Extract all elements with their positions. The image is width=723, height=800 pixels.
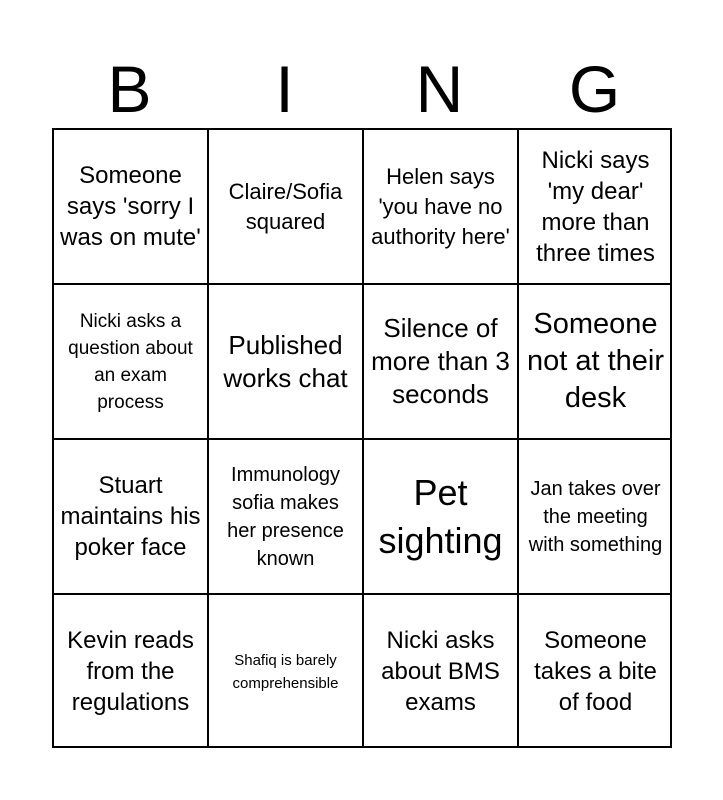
bingo-cell-r1-c1[interactable] bbox=[52, 128, 207, 283]
bingo-cell-r1-c3[interactable] bbox=[362, 128, 517, 283]
bingo-cell-r3-c4[interactable] bbox=[517, 438, 672, 593]
bingo-cell-r4-c1[interactable] bbox=[52, 593, 207, 748]
bingo-cell-r1-c2[interactable] bbox=[207, 128, 362, 283]
header-letter-g: G bbox=[568, 52, 621, 126]
cell-text: Stuart maintains his poker face bbox=[60, 472, 201, 561]
cell-text: Kevin reads from the regulations bbox=[67, 627, 194, 716]
header-letter-i: I bbox=[275, 52, 294, 126]
bingo-cell-r2-c4[interactable] bbox=[517, 283, 672, 438]
bingo-board bbox=[52, 128, 672, 748]
cell-text: Claire/Sofia squared bbox=[228, 178, 343, 234]
cell-text: Jan takes over the meeting with something bbox=[528, 477, 663, 556]
bingo-cell-r3-c1[interactable] bbox=[52, 438, 207, 593]
bingo-cell-r3-c3[interactable] bbox=[362, 438, 517, 593]
bingo-cell-r4-c3[interactable] bbox=[362, 593, 517, 748]
bingo-cell-r4-c4[interactable] bbox=[517, 593, 672, 748]
cell-text: Published works chat bbox=[223, 329, 348, 393]
cell-text: Nicki says 'my dear' more than three times bbox=[536, 146, 655, 267]
header-letter-b: B bbox=[107, 52, 152, 126]
cell-text: Immunology sofia makes her presence known bbox=[227, 463, 344, 570]
bingo-cell-r1-c4[interactable] bbox=[517, 128, 672, 283]
header-letter-n: N bbox=[415, 52, 464, 126]
bingo-cell-r4-c2[interactable] bbox=[207, 593, 362, 748]
cell-text: Shafiq is barely comprehensible bbox=[232, 651, 339, 692]
bingo-header bbox=[52, 50, 672, 128]
bingo-cell-r3-c2[interactable] bbox=[207, 438, 362, 593]
cell-text: Pet sighting bbox=[378, 471, 503, 561]
cell-text: Helen says 'you have no authority here' bbox=[371, 163, 510, 249]
cell-text: Someone not at their desk bbox=[526, 308, 665, 414]
bingo-cell-r2-c1[interactable] bbox=[52, 283, 207, 438]
cell-text: Someone takes a bite of food bbox=[534, 627, 657, 716]
cell-text: Someone says 'sorry I was on mute' bbox=[60, 162, 201, 251]
bingo-cell-r2-c2[interactable] bbox=[207, 283, 362, 438]
cell-text: Silence of more than 3 seconds bbox=[371, 313, 510, 409]
bingo-cell-r2-c3[interactable] bbox=[362, 283, 517, 438]
cell-text: Nicki asks a question about an exam process bbox=[68, 310, 193, 413]
cell-text: Nicki asks about BMS exams bbox=[381, 627, 500, 716]
